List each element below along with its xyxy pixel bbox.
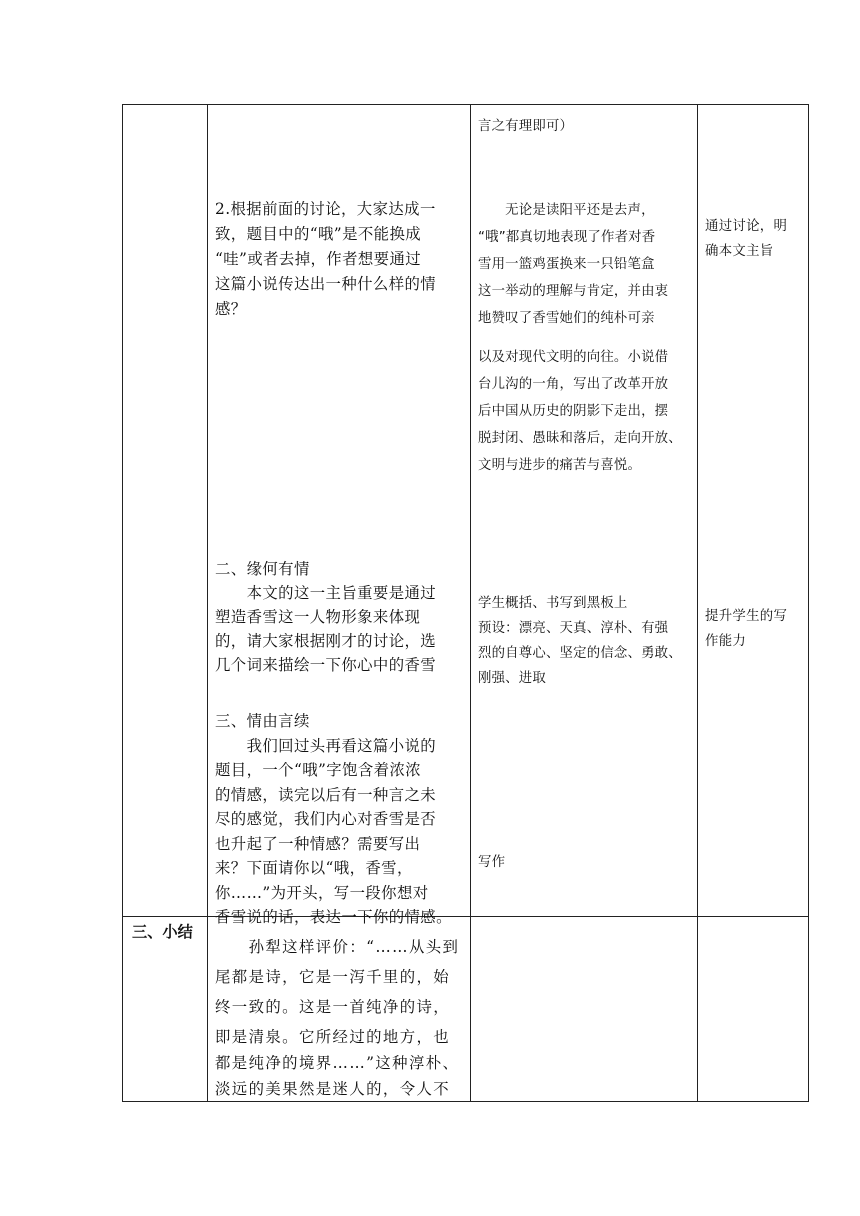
teacher-line: 来？下面请你以“哦，香雪， — [215, 859, 413, 877]
table-row-summary — [123, 917, 809, 1102]
section-heading: 二、缘何有情 — [215, 560, 310, 578]
student-line: 后中国从历史的阴影下走出，摆 — [478, 404, 669, 419]
summary-cell — [208, 917, 471, 1102]
teacher-activity-cell — [208, 105, 471, 926]
student-line: 无论是读阳平还是去声， — [478, 203, 655, 218]
teacher-line: 题目，一个“哦”字饱含着浓浓 — [215, 761, 422, 779]
teacher-line: 致，题目中的“哦”是不能换成 — [215, 225, 422, 243]
purpose-line: 作能力 — [705, 634, 747, 649]
student-line: 雪用一篮鸡蛋换来一只铅笔盒 — [478, 257, 655, 272]
teacher-line: 2.根据前面的讨论，大家达成一 — [215, 200, 436, 218]
purpose-line: 通过讨论，明 — [705, 219, 788, 234]
teacher-line: 塑造香雪这一人物形象来体现 — [215, 608, 421, 626]
teacher-line: 我们回过头再看这篇小说的 — [215, 736, 437, 755]
summary-line: 都是纯净的境界……”这种淳朴、 — [215, 1054, 460, 1072]
student-line: 地赞叹了香雪她们的纯朴可亲 — [478, 311, 655, 326]
summary-line: 即是清泉。它所经过的地方，也 — [215, 1028, 451, 1046]
teacher-line: 几个词来描绘一下你心中的香雪 — [215, 656, 437, 674]
summary-line: 孙犁这样评价：“……从头到 — [215, 938, 460, 956]
summary-student-cell — [471, 917, 698, 1102]
student-line: 刚强、进取 — [478, 671, 546, 686]
purpose-line: 提升学生的写 — [705, 609, 788, 624]
student-line: 这一举动的理解与肯定，并由衷 — [478, 284, 669, 299]
teacher-line: 的，请大家根据刚才的讨论，选 — [215, 632, 437, 650]
lesson-plan-table — [122, 104, 809, 1102]
teacher-line: 这篇小说传达出一种什么样的情 — [215, 275, 437, 293]
summary-line: 尾都是诗，它是一泻千里的，始 — [215, 968, 451, 986]
student-line: 台儿沟的一角，写出了改革开放 — [478, 377, 669, 392]
stage-label: 三、小结 — [132, 923, 193, 941]
student-line: 脱封闭、愚昧和落后，走向开放、 — [478, 431, 682, 446]
teacher-line: 感？ — [215, 300, 247, 318]
table-row-discussion — [123, 105, 809, 917]
student-line: 预设：漂亮、天真、淳朴、有强 — [478, 621, 669, 636]
student-line: 言之有理即可） — [478, 119, 574, 134]
student-line: 写作 — [478, 855, 506, 870]
stage-cell-empty — [123, 105, 208, 917]
summary-line: 终一致的。这是一首纯净的诗， — [215, 998, 451, 1016]
student-line: “哦”都真切地表现了作者对香 — [478, 230, 656, 245]
teacher-line: “哇”或者去掉，作者想要通过 — [215, 250, 422, 268]
teacher-line: 你……”为开头，写一段你想对 — [215, 883, 429, 902]
teacher-line: 尽的感觉，我们内心对香雪是否 — [215, 810, 437, 828]
student-line: 烈的自尊心、坚定的信念、勇敢、 — [478, 646, 682, 661]
section-heading: 三、情由言续 — [215, 712, 310, 730]
student-line: 以及对现代文明的向往。小说借 — [478, 350, 669, 365]
teacher-line: 也升起了一种情感？需要写出 — [215, 834, 421, 853]
stage-cell — [123, 917, 208, 1102]
student-line: 文明与进步的痛苦与喜悦。 — [478, 458, 642, 473]
summary-purpose-cell — [698, 917, 809, 1102]
teacher-line: 的情感，读完以后有一种言之未 — [215, 785, 437, 804]
teacher-line: 香雪说的话，表达一下你的情感。 — [215, 908, 452, 926]
purpose-cell — [698, 105, 809, 917]
purpose-line: 确本文主旨 — [705, 244, 774, 259]
teacher-line: 本文的这一主旨重要是通过 — [215, 584, 437, 602]
student-activity-cell — [471, 105, 698, 917]
student-line: 学生概括、书写到黑板上 — [478, 596, 628, 611]
summary-line: 淡远的美果然是迷人的，令人不 — [215, 1080, 451, 1098]
